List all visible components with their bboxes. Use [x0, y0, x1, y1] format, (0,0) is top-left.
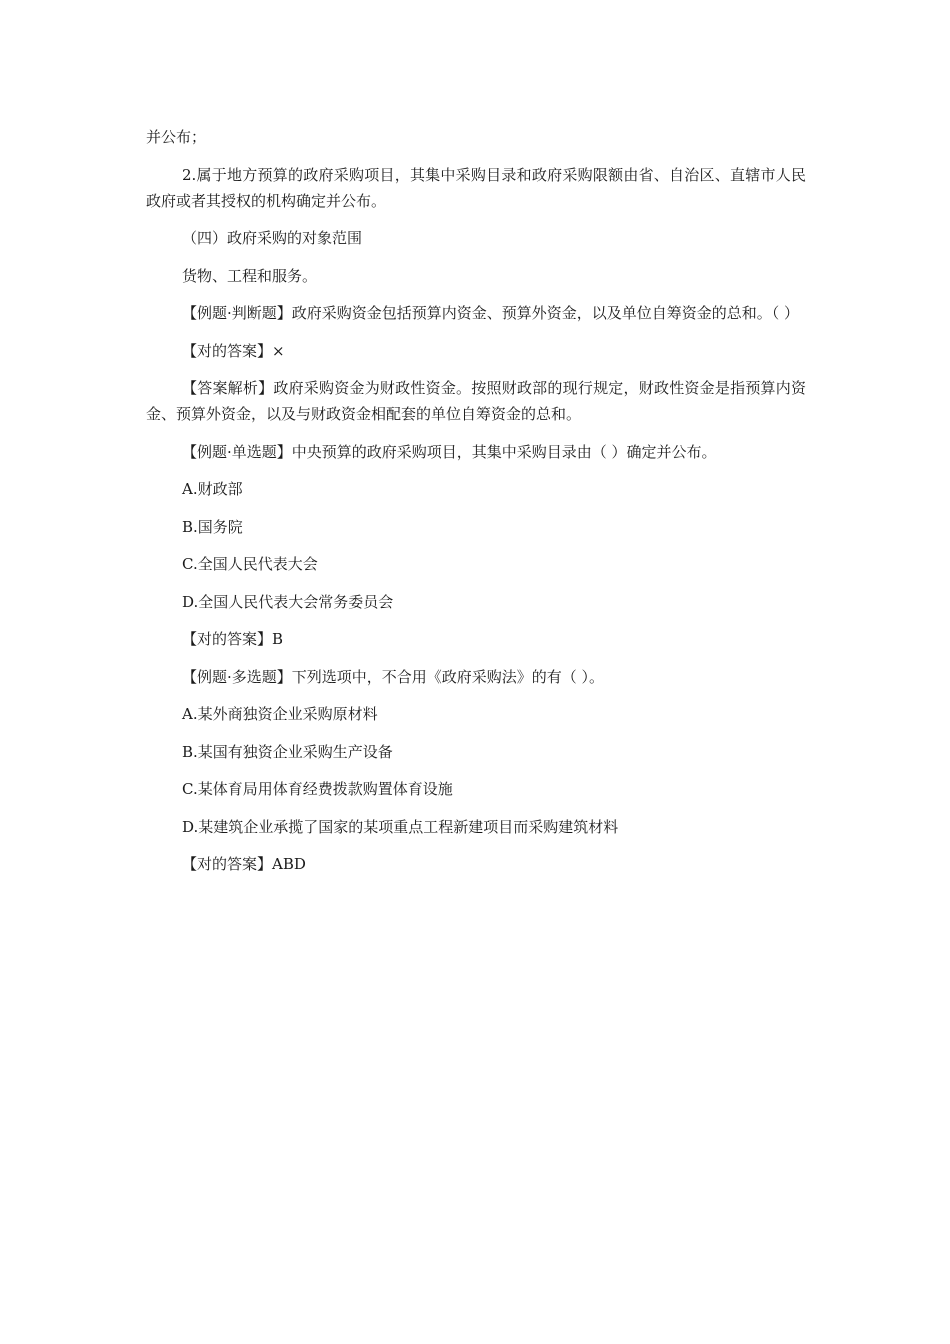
- question-true-false: 【例题·判断题】政府采购资金包括预算内资金、预算外资金，以及单位自筹资金的总和。（ ）: [182, 304, 800, 322]
- option-single-d: D.全国人民代表大会常务委员会: [182, 592, 394, 611]
- answer-multiple-choice: 【对的答案】ABD: [182, 855, 306, 873]
- option-single-b: B.国务院: [182, 517, 243, 536]
- option-single-a: A.财政部: [182, 480, 243, 498]
- answer-single-choice: 【对的答案】B: [182, 630, 284, 648]
- question-single-choice: 【例题·单选题】中央预算的政府采购项目，其集中采购目录由（ ）确定并公布。: [182, 442, 717, 461]
- option-single-c: C.全国人民代表大会: [182, 555, 318, 573]
- option-multi-b: B.某国有独资企业采购生产设备: [182, 742, 393, 761]
- paragraph-scope-items: 货物、工程和服务。: [182, 266, 318, 285]
- paragraph-continuation: 并公布；: [146, 128, 207, 146]
- paragraph-local-budget: 2.属于地方预算的政府采购项目，其集中采购目录和政府采购限额由省、自治区、直辖市人民政府或者其授权的机构确定并公布。: [146, 165, 806, 210]
- answer-true-false: 【对的答案】×: [182, 341, 285, 360]
- option-multi-d: D.某建筑企业承揽了国家的某项重点工程新建项目而采购建筑材料: [182, 817, 619, 836]
- option-multi-c: C.某体育局用体育经费拨款购置体育设施: [182, 780, 453, 798]
- option-multi-a: A.某外商独资企业采购原材料: [182, 705, 378, 723]
- answer-explanation: 【答案解析】政府采购资金为财政性资金。按照财政部的现行规定，财政性资金是指预算内资金、预算外资金，以及与财政资金相配套的单位自筹资金的总和。: [146, 379, 806, 423]
- document-page: [146, 124, 806, 889]
- section-heading-scope: （四）政府采购的对象范围: [182, 229, 363, 247]
- question-multiple-choice: 【例题·多选题】下列选项中，不合用《政府采购法》的有（ ）。: [182, 667, 605, 686]
